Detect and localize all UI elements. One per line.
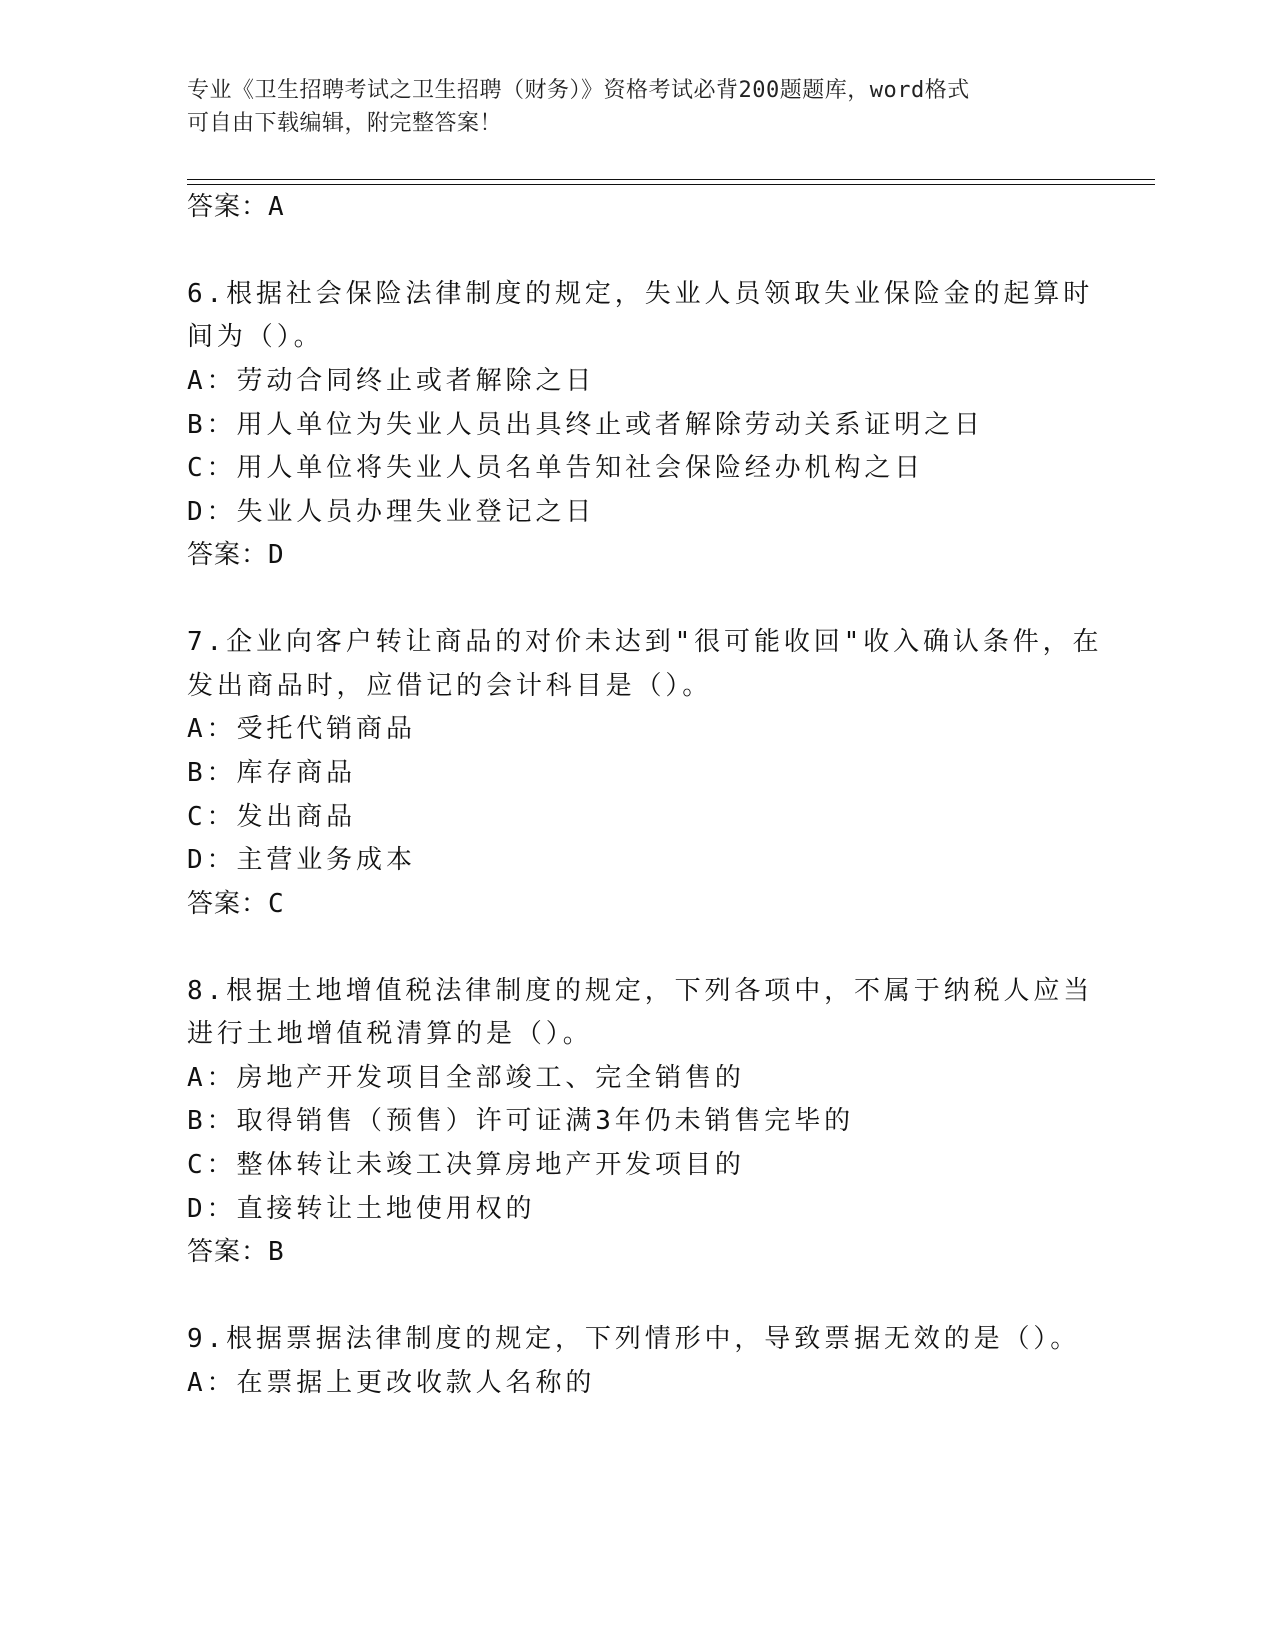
q6-stem-line-1: 6.根据社会保险法律制度的规定，失业人员领取失业保险金的起算时 xyxy=(187,279,1094,309)
q9-option-a: A：在票据上更改收款人名称的 xyxy=(187,1368,596,1398)
q9-stem-line-1: 9.根据票据法律制度的规定，下列情形中，导致票据无效的是（）。 xyxy=(187,1324,1081,1354)
q6-option-b: B：用人单位为失业人员出具终止或者解除劳动关系证明之日 xyxy=(187,410,984,440)
q8-stem-line-1: 8.根据土地增值税法律制度的规定，下列各项中，不属于纳税人应当 xyxy=(187,976,1094,1006)
q7-option-d: D：主营业务成本 xyxy=(187,845,416,875)
q7-stem-line-2: 发出商品时，应借记的会计科目是（）。 xyxy=(187,671,713,701)
q6-stem-line-2: 间为（）。 xyxy=(187,322,324,352)
q8-answer: 答案：B xyxy=(187,1237,285,1267)
q8-option-c: C：整体转让未竣工决算房地产开发项目的 xyxy=(187,1150,745,1180)
header-divider-bottom xyxy=(187,184,1155,185)
header-line-1: 专业《卫生招聘考试之卫生招聘（财务）》资格考试必背200题题库，word格式 xyxy=(187,78,970,103)
q7-option-b: B：库存商品 xyxy=(187,758,357,788)
q7-option-c: C：发出商品 xyxy=(187,802,357,832)
q6-option-a: A：劳动合同终止或者解除之日 xyxy=(187,366,596,396)
header-divider-top xyxy=(187,179,1155,180)
q8-option-d: D：直接转让土地使用权的 xyxy=(187,1194,536,1224)
q6-option-d: D：失业人员办理失业登记之日 xyxy=(187,497,596,527)
header-line-2: 可自由下载编辑，附完整答案！ xyxy=(187,111,503,136)
q7-option-a: A：受托代销商品 xyxy=(187,714,416,744)
answer-5: 答案：A xyxy=(187,192,285,222)
q6-answer: 答案：D xyxy=(187,540,285,570)
q7-stem-line-1: 7.企业向客户转让商品的对价未达到"很可能收回"收入确认条件，在 xyxy=(187,627,1103,657)
q8-stem-line-2: 进行土地增值税清算的是（）。 xyxy=(187,1019,593,1049)
q8-option-b: B：取得销售（预售）许可证满3年仍未销售完毕的 xyxy=(187,1106,855,1136)
q8-option-a: A：房地产开发项目全部竣工、完全销售的 xyxy=(187,1063,745,1093)
document-header xyxy=(187,74,1067,140)
q7-answer: 答案：C xyxy=(187,889,285,919)
q6-option-c: C：用人单位将失业人员名单告知社会保险经办机构之日 xyxy=(187,453,925,483)
